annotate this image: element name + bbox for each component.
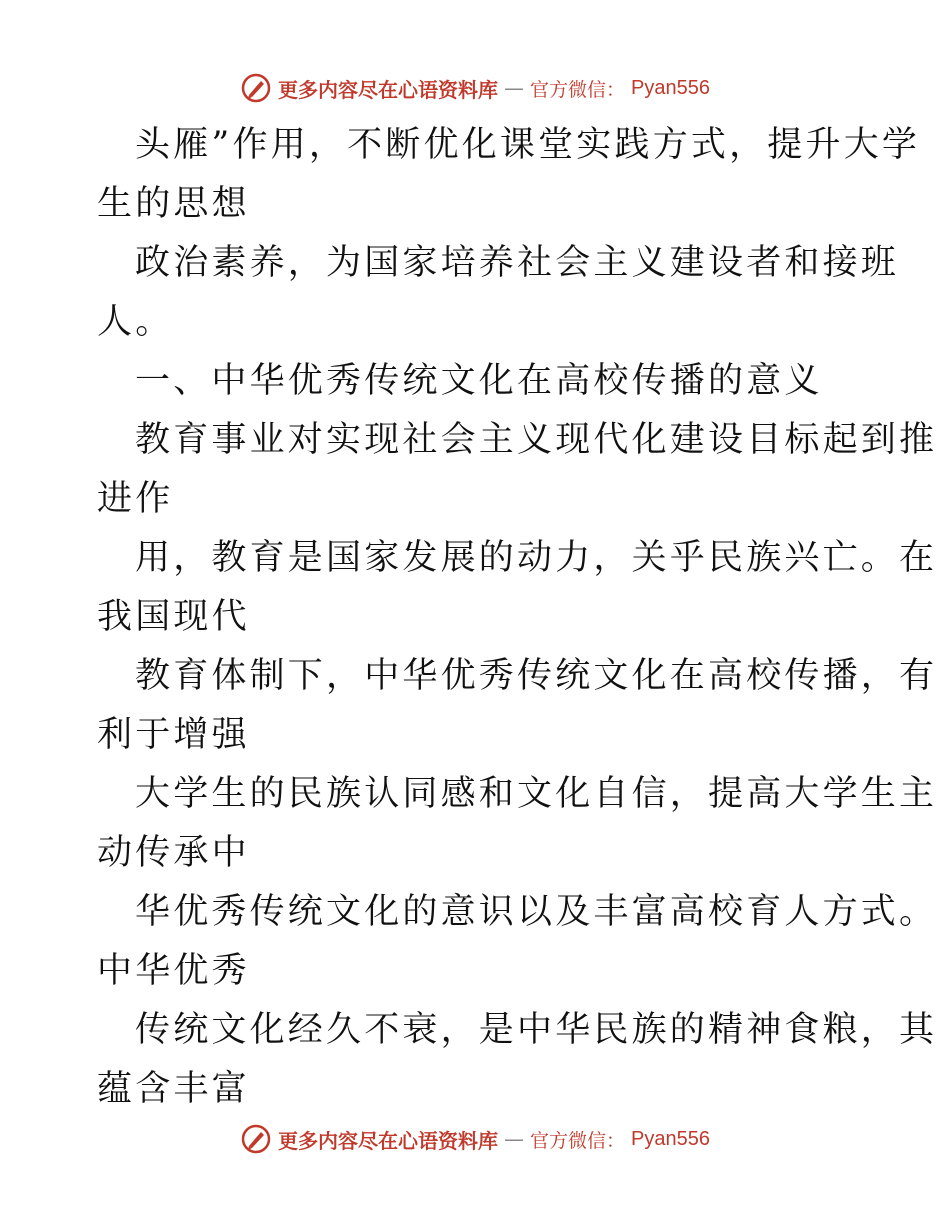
paragraph-line: 头雁”作用，不断优化课堂实践方式，提升大学 <box>135 125 921 165</box>
paragraph-line: 大学生的民族认同感和文化自信，提高大学生主 <box>135 774 938 814</box>
paragraph-line: 利于增强 <box>97 715 250 755</box>
paragraph-line: 生的思想 <box>97 184 250 224</box>
paragraph-line: 人。 <box>97 302 174 342</box>
pen-circle-logo-icon <box>240 1123 272 1155</box>
paragraph-line: 动传承中 <box>97 833 250 873</box>
paragraph-line: 教育体制下，中华优秀传统文化在高校传播，有 <box>135 656 938 696</box>
paragraph-line: 进作 <box>97 479 174 519</box>
paragraph-line: 用，教育是国家发展的动力，关乎民族兴亡。在 <box>135 538 938 578</box>
watermark-contact-label: 官方微信： <box>530 78 626 101</box>
watermark-contact-id: Pyan556 <box>631 1127 710 1150</box>
watermark-separator: — <box>504 76 524 100</box>
watermark-text: 更多内容尽在心语资料库 <box>278 1128 498 1153</box>
paragraph-line: 教育事业对实现社会主义现代化建设目标起到推 <box>135 420 938 460</box>
paragraph-line: 华优秀传统文化的意识以及丰富高校育人方式。 <box>135 892 938 932</box>
pen-circle-logo-icon <box>240 72 272 104</box>
watermark-contact-label: 官方微信： <box>530 1129 626 1152</box>
watermark-banner-top <box>0 72 950 104</box>
section-heading: 一、中华优秀传统文化在高校传播的意义 <box>135 361 823 401</box>
paragraph-line: 政治素养，为国家培养社会主义建设者和接班 <box>135 243 900 283</box>
watermark-contact-id: Pyan556 <box>631 76 710 99</box>
watermark-banner-bottom <box>0 1123 950 1155</box>
paragraph-line: 我国现代 <box>97 597 250 637</box>
paragraph-line: 中华优秀 <box>97 951 250 991</box>
paragraph-line: 传统文化经久不衰，是中华民族的精神食粮，其 <box>135 1010 938 1050</box>
paragraph-line: 蕴含丰富 <box>97 1069 250 1109</box>
watermark-text: 更多内容尽在心语资料库 <box>278 77 498 102</box>
watermark-separator: — <box>504 1127 524 1151</box>
